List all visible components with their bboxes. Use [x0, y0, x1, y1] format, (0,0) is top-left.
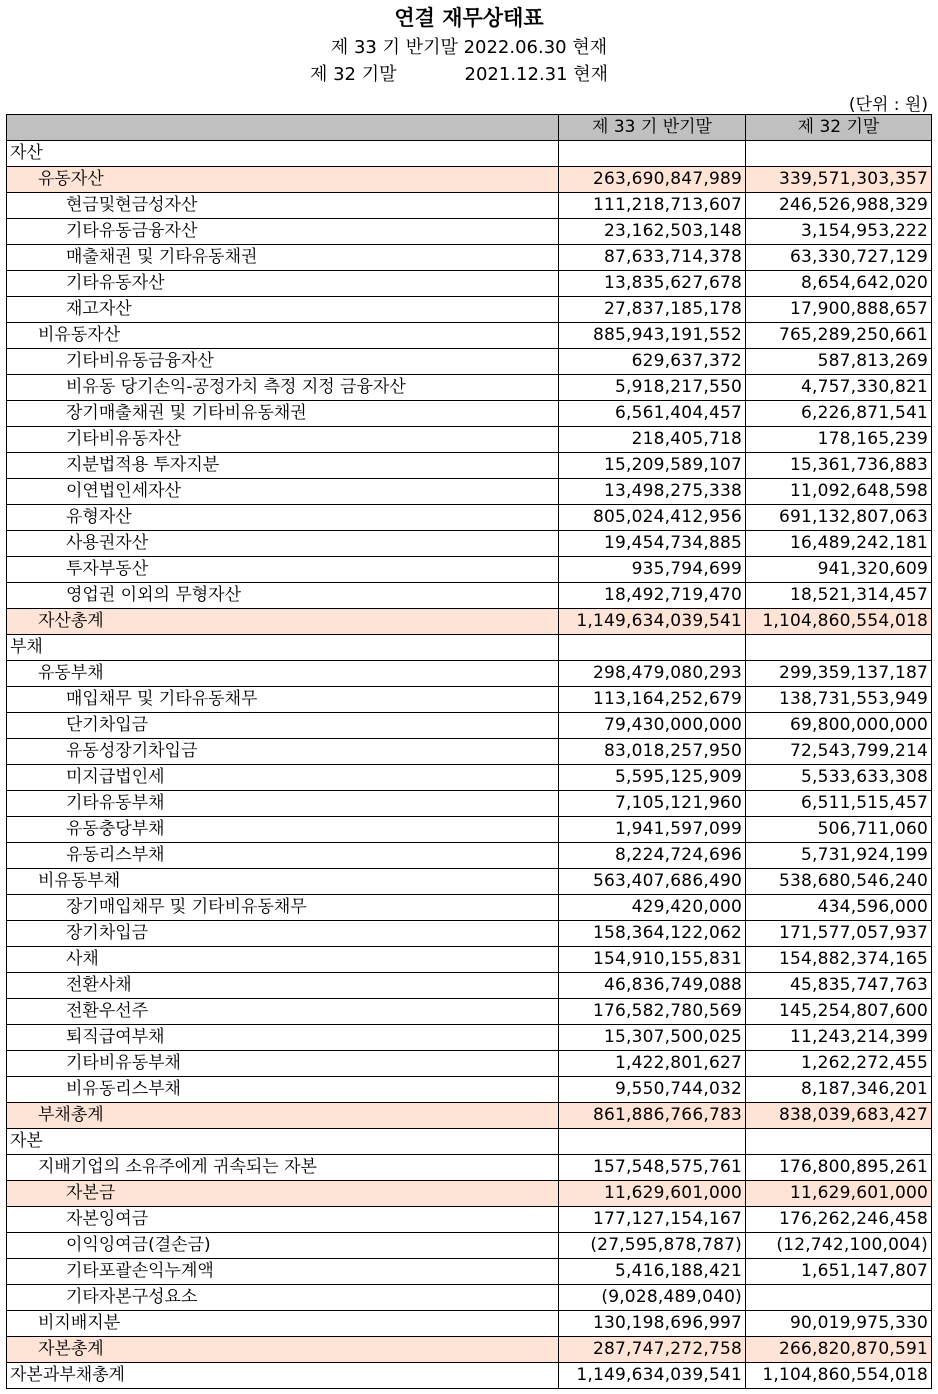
- account-label: 장기매출채권 및 기타비유동채권: [7, 401, 559, 427]
- current-value: 1,941,597,099: [559, 817, 746, 843]
- column-header-current: 제 33 기 반기말: [559, 115, 746, 141]
- current-value: 177,127,154,167: [559, 1207, 746, 1233]
- prior-value: (12,742,100,004): [746, 1233, 932, 1259]
- table-row: [7, 843, 932, 869]
- table-row: [7, 271, 932, 297]
- account-label: 현금및현금성자산: [7, 193, 559, 219]
- account-label: 기타유동부채: [7, 791, 559, 817]
- current-value: 287,747,272,758: [559, 1337, 746, 1363]
- account-label: 자본: [7, 1129, 559, 1155]
- prior-value: 11,243,214,399: [746, 1025, 932, 1051]
- prior-value: [746, 635, 932, 661]
- prior-value: 538,680,546,240: [746, 869, 932, 895]
- table-row: [7, 999, 932, 1025]
- table-row: [7, 427, 932, 453]
- current-value: 263,690,847,989: [559, 167, 746, 193]
- table-row: [7, 557, 932, 583]
- table-row: [7, 973, 932, 999]
- table-row: [7, 1259, 932, 1285]
- account-label: 부채총계: [7, 1103, 559, 1129]
- current-value: 13,498,275,338: [559, 479, 746, 505]
- column-header-account: [7, 115, 559, 141]
- prior-value: 339,571,303,357: [746, 167, 932, 193]
- account-label: 유동충당부채: [7, 817, 559, 843]
- current-value: 79,430,000,000: [559, 713, 746, 739]
- account-label: 자산: [7, 141, 559, 167]
- table-row: [7, 1311, 932, 1337]
- prior-value: 11,092,648,598: [746, 479, 932, 505]
- current-value: 1,149,634,039,541: [559, 1363, 746, 1389]
- account-label: 단기차입금: [7, 713, 559, 739]
- prior-value: 8,654,642,020: [746, 271, 932, 297]
- prior-value: 691,132,807,063: [746, 505, 932, 531]
- prior-value: [746, 141, 932, 167]
- prior-value: 5,533,633,308: [746, 765, 932, 791]
- table-row: [7, 1285, 932, 1311]
- table-row: [7, 297, 932, 323]
- prior-value: 11,629,601,000: [746, 1181, 932, 1207]
- account-label: 장기차입금: [7, 921, 559, 947]
- prior-value: 1,651,147,807: [746, 1259, 932, 1285]
- account-label: 기타유동자산: [7, 271, 559, 297]
- account-label: 기타자본구성요소: [7, 1285, 559, 1311]
- unit-note: (단위 : 원): [848, 95, 928, 115]
- prior-value: 838,039,683,427: [746, 1103, 932, 1129]
- prior-value: 69,800,000,000: [746, 713, 932, 739]
- prior-value: 4,757,330,821: [746, 375, 932, 401]
- current-value: 218,405,718: [559, 427, 746, 453]
- current-value: 27,837,185,178: [559, 297, 746, 323]
- current-value: 5,918,217,550: [559, 375, 746, 401]
- account-label: 재고자산: [7, 297, 559, 323]
- account-label: 장기매입채무 및 기타비유동채무: [7, 895, 559, 921]
- table-row: [7, 193, 932, 219]
- table-row: [7, 1207, 932, 1233]
- table-row: [7, 375, 932, 401]
- account-label: 영업권 이외의 무형자산: [7, 583, 559, 609]
- account-label: 퇴직급여부채: [7, 1025, 559, 1051]
- account-label: 사채: [7, 947, 559, 973]
- account-label: 이익잉여금(결손금): [7, 1233, 559, 1259]
- prior-value: 5,731,924,199: [746, 843, 932, 869]
- prior-value: 17,900,888,657: [746, 297, 932, 323]
- prior-value: 8,187,346,201: [746, 1077, 932, 1103]
- current-value: 629,637,372: [559, 349, 746, 375]
- account-label: 유형자산: [7, 505, 559, 531]
- prior-value: 45,835,747,763: [746, 973, 932, 999]
- current-value: 15,209,589,107: [559, 453, 746, 479]
- account-label: 기타비유동부채: [7, 1051, 559, 1077]
- account-label: 매입채무 및 기타유동채무: [7, 687, 559, 713]
- prior-value: 1,262,272,455: [746, 1051, 932, 1077]
- account-label: 전환사채: [7, 973, 559, 999]
- table-row-total: [7, 1337, 932, 1363]
- current-value: 87,633,714,378: [559, 245, 746, 271]
- table-row-total: [7, 167, 932, 193]
- account-label: 비지배지분: [7, 1311, 559, 1337]
- prior-period: [310, 60, 608, 86]
- current-value: 563,407,686,490: [559, 869, 746, 895]
- account-label: 기타비유동자산: [7, 427, 559, 453]
- current-value: [559, 1129, 746, 1155]
- prior-value: 72,543,799,214: [746, 739, 932, 765]
- table-row: [7, 323, 932, 349]
- current-value: 13,835,627,678: [559, 271, 746, 297]
- account-label: 자산총계: [7, 609, 559, 635]
- table-row: [7, 895, 932, 921]
- current-value: 935,794,699: [559, 557, 746, 583]
- current-value: 157,548,575,761: [559, 1155, 746, 1181]
- table-row: [7, 349, 932, 375]
- prior-value: 1,104,860,554,018: [746, 1363, 932, 1389]
- current-value: 83,018,257,950: [559, 739, 746, 765]
- account-label: 기타포괄손익누계액: [7, 1259, 559, 1285]
- current-value: 7,105,121,960: [559, 791, 746, 817]
- current-value: 6,561,404,457: [559, 401, 746, 427]
- current-value: 23,162,503,148: [559, 219, 746, 245]
- table-row: [7, 791, 932, 817]
- current-value: 1,422,801,627: [559, 1051, 746, 1077]
- table-row-total: [7, 609, 932, 635]
- table-row: [7, 531, 932, 557]
- current-value: 8,224,724,696: [559, 843, 746, 869]
- prior-value: 434,596,000: [746, 895, 932, 921]
- table-row: [7, 765, 932, 791]
- table-row: [7, 1363, 932, 1389]
- account-label: 기타유동금융자산: [7, 219, 559, 245]
- current-value: 46,836,749,088: [559, 973, 746, 999]
- table-row: [7, 739, 932, 765]
- current-value: 5,595,125,909: [559, 765, 746, 791]
- table-row: [7, 1077, 932, 1103]
- prior-value: 16,489,242,181: [746, 531, 932, 557]
- table-row-total: [7, 1103, 932, 1129]
- current-value: 1,149,634,039,541: [559, 609, 746, 635]
- account-label: 지배기업의 소유주에게 귀속되는 자본: [7, 1155, 559, 1181]
- prior-value: 171,577,057,937: [746, 921, 932, 947]
- column-header-prior: 제 32 기말: [746, 115, 932, 141]
- current-value: (9,028,489,040): [559, 1285, 746, 1311]
- current-value: 18,492,719,470: [559, 583, 746, 609]
- account-label: 유동리스부채: [7, 843, 559, 869]
- account-label: 기타비유동금융자산: [7, 349, 559, 375]
- table-row: [7, 687, 932, 713]
- prior-value: 63,330,727,129: [746, 245, 932, 271]
- prior-value: 1,104,860,554,018: [746, 609, 932, 635]
- document-title: 연결 재무상태표: [394, 6, 544, 30]
- table-row: [7, 1051, 932, 1077]
- prior-value: [746, 1285, 932, 1311]
- table-row: [7, 219, 932, 245]
- prior-value: 506,711,060: [746, 817, 932, 843]
- current-value: 5,416,188,421: [559, 1259, 746, 1285]
- prior-value: 154,882,374,165: [746, 947, 932, 973]
- prior-value: 90,019,975,330: [746, 1311, 932, 1337]
- account-label: 부채: [7, 635, 559, 661]
- table-row-total: [7, 1181, 932, 1207]
- prior-value: 15,361,736,883: [746, 453, 932, 479]
- account-label: 전환우선주: [7, 999, 559, 1025]
- table-body: [7, 141, 932, 1389]
- current-value: 130,198,696,997: [559, 1311, 746, 1337]
- table-row: [7, 141, 932, 167]
- current-value: [559, 635, 746, 661]
- prior-period-label: 제 32 기말: [310, 64, 397, 85]
- account-label: 유동성장기차입금: [7, 739, 559, 765]
- account-label: 비유동자산: [7, 323, 559, 349]
- table-row: [7, 1233, 932, 1259]
- prior-value: 6,226,871,541: [746, 401, 932, 427]
- account-label: 비유동부채: [7, 869, 559, 895]
- current-value: 885,943,191,552: [559, 323, 746, 349]
- account-label: 자본잉여금: [7, 1207, 559, 1233]
- prior-value: [746, 1129, 932, 1155]
- current-period: 제 33 기 반기말 2022.06.30 현재: [330, 37, 608, 58]
- balance-sheet-table: [6, 114, 932, 1389]
- current-value: 11,629,601,000: [559, 1181, 746, 1207]
- prior-period-date: 2021.12.31 현재: [464, 64, 609, 85]
- current-value: 176,582,780,569: [559, 999, 746, 1025]
- current-value: 298,479,080,293: [559, 661, 746, 687]
- current-value: 805,024,412,956: [559, 505, 746, 531]
- account-label: 자본총계: [7, 1337, 559, 1363]
- table-row: [7, 817, 932, 843]
- current-value: 113,164,252,679: [559, 687, 746, 713]
- table-row: [7, 1155, 932, 1181]
- account-label: 자본과부채총계: [7, 1363, 559, 1389]
- table-row: [7, 635, 932, 661]
- prior-value: 299,359,137,187: [746, 661, 932, 687]
- table-row: [7, 583, 932, 609]
- prior-value: 6,511,515,457: [746, 791, 932, 817]
- table-row: [7, 479, 932, 505]
- account-label: 유동자산: [7, 167, 559, 193]
- table-row: [7, 713, 932, 739]
- prior-value: 266,820,870,591: [746, 1337, 932, 1363]
- prior-value: 587,813,269: [746, 349, 932, 375]
- table-row: [7, 245, 932, 271]
- current-value: [559, 141, 746, 167]
- prior-value: 3,154,953,222: [746, 219, 932, 245]
- current-value: 158,364,122,062: [559, 921, 746, 947]
- account-label: 비유동 당기손익-공정가치 측정 지정 금융자산: [7, 375, 559, 401]
- current-value: 861,886,766,783: [559, 1103, 746, 1129]
- prior-value: 765,289,250,661: [746, 323, 932, 349]
- account-label: 유동부채: [7, 661, 559, 687]
- prior-value: 176,262,246,458: [746, 1207, 932, 1233]
- account-label: 이연법인세자산: [7, 479, 559, 505]
- prior-value: 138,731,553,949: [746, 687, 932, 713]
- table-row: [7, 947, 932, 973]
- table-row: [7, 401, 932, 427]
- prior-value: 246,526,988,329: [746, 193, 932, 219]
- prior-value: 941,320,609: [746, 557, 932, 583]
- account-label: 투자부동산: [7, 557, 559, 583]
- prior-value: 178,165,239: [746, 427, 932, 453]
- prior-value: 18,521,314,457: [746, 583, 932, 609]
- current-value: 111,218,713,607: [559, 193, 746, 219]
- current-value: 154,910,155,831: [559, 947, 746, 973]
- account-label: 자본금: [7, 1181, 559, 1207]
- account-label: 매출채권 및 기타유동채권: [7, 245, 559, 271]
- table-row: [7, 921, 932, 947]
- account-label: 미지급법인세: [7, 765, 559, 791]
- account-label: 지분법적용 투자지분: [7, 453, 559, 479]
- table-row: [7, 869, 932, 895]
- table-row: [7, 453, 932, 479]
- table-row: [7, 1025, 932, 1051]
- prior-value: 145,254,807,600: [746, 999, 932, 1025]
- current-value: 15,307,500,025: [559, 1025, 746, 1051]
- current-value: (27,595,878,787): [559, 1233, 746, 1259]
- account-label: 사용권자산: [7, 531, 559, 557]
- table-row: [7, 505, 932, 531]
- current-value: 429,420,000: [559, 895, 746, 921]
- table-row: [7, 661, 932, 687]
- current-value: 19,454,734,885: [559, 531, 746, 557]
- prior-value: 176,800,895,261: [746, 1155, 932, 1181]
- account-label: 비유동리스부채: [7, 1077, 559, 1103]
- table-row: [7, 1129, 932, 1155]
- table-header-row: [7, 115, 932, 141]
- current-value: 9,550,744,032: [559, 1077, 746, 1103]
